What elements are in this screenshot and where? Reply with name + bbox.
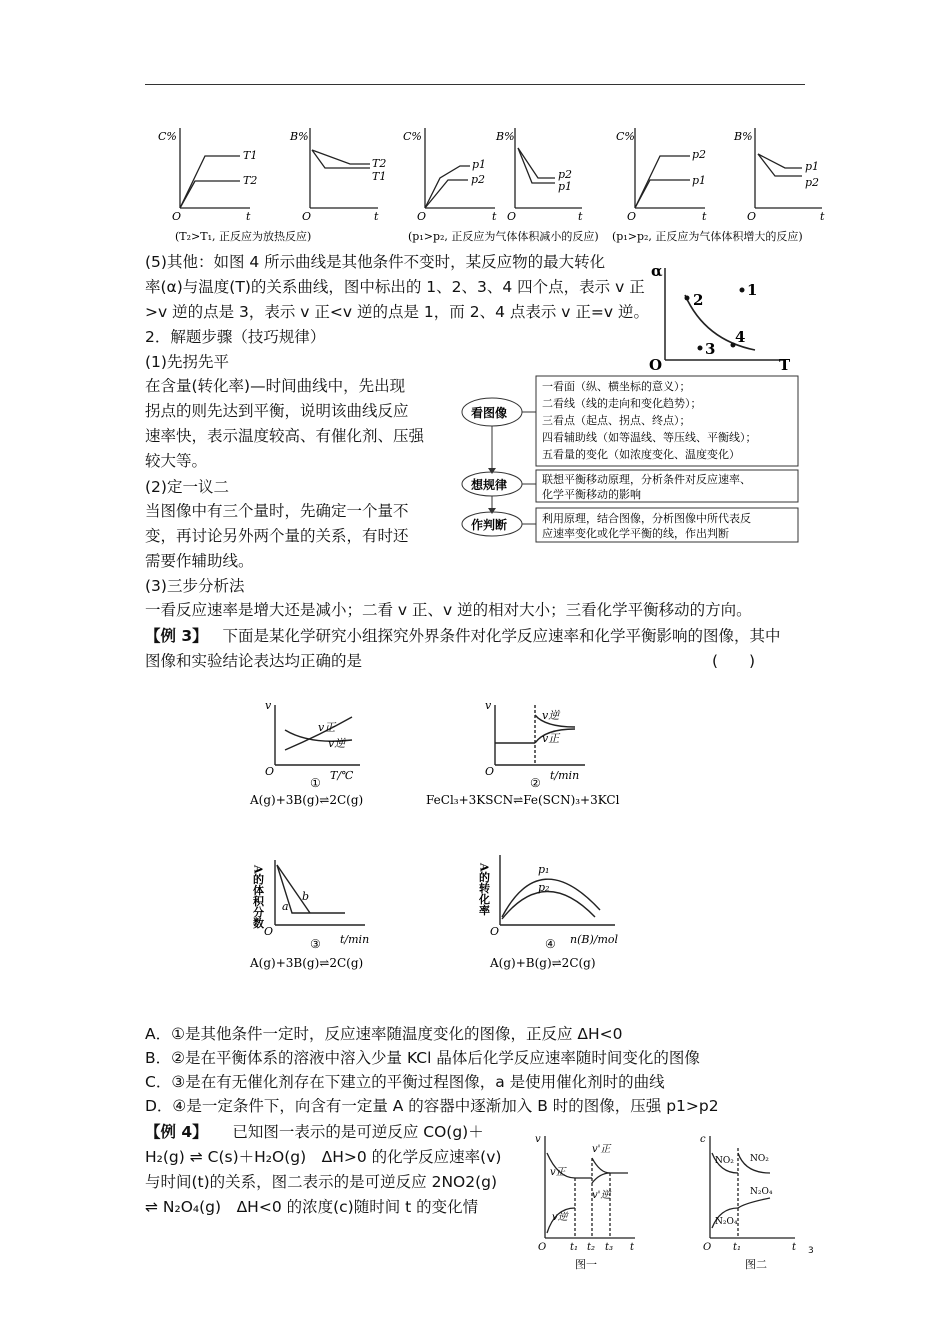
svg-text:T1: T1 — [243, 149, 258, 162]
top-figures — [150, 118, 830, 248]
svg-text:图二: 图二 — [745, 1258, 767, 1271]
example-3-figures — [230, 695, 700, 990]
para-5-line-1: (5)其他：如图 4 所示曲线是其他条件不变时，某反应物的最大转化 — [145, 253, 606, 271]
svg-text:t: t — [820, 210, 825, 223]
svg-text:(T₂>T₁, 正反应为放热反应): (T₂>T₁, 正反应为放热反应) — [175, 230, 312, 243]
svg-text:O: O — [490, 925, 500, 938]
svg-text:A(g)+B(g)⇌2C(g): A(g)+B(g)⇌2C(g) — [490, 956, 596, 970]
svg-text:①: ① — [310, 776, 321, 790]
svg-text:想规律: 想规律 — [471, 478, 508, 492]
svg-text:t/min: t/min — [550, 769, 580, 782]
example-4-line-4: ⇌ N₂O₄(g) ΔH<0 的浓度(c)随时间 t 的变化情 — [145, 1198, 479, 1216]
svg-text:O: O — [507, 210, 517, 223]
svg-text:v正: v正 — [542, 732, 560, 745]
svg-text:五看量的变化（如浓度变化、温度变化）: 五看量的变化（如浓度变化、温度变化） — [542, 448, 740, 461]
svg-text:N₂O₄: N₂O₄ — [715, 1217, 738, 1227]
svg-text:T1: T1 — [372, 170, 387, 183]
para-5-line-2: 率(α)与温度(T)的关系曲线，图中标出的 1、2、3、4 四个点，表示 v 正 — [145, 278, 645, 296]
svg-text:p2: p2 — [692, 148, 707, 161]
step-3-title: (3)三步分析法 — [145, 577, 245, 595]
svg-text:(p₁>p₂, 正反应为气体体积增大的反应): (p₁>p₂, 正反应为气体体积增大的反应) — [612, 230, 803, 243]
svg-text:B%: B% — [734, 130, 753, 143]
svg-text:t: t — [578, 210, 583, 223]
svg-text:O: O — [264, 925, 274, 938]
svg-text:v逆: v逆 — [552, 1212, 568, 1223]
svg-text:应速率变化或化学平衡的线，作出判断: 应速率变化或化学平衡的线，作出判断 — [542, 527, 729, 540]
svg-text:p2: p2 — [558, 168, 573, 181]
svg-text:化学平衡移动的影响: 化学平衡移动的影响 — [542, 488, 641, 501]
svg-text:p₁: p₁ — [538, 863, 550, 876]
svg-text:p1: p1 — [692, 174, 707, 187]
svg-text:三看点（起点、拐点、终点）；: 三看点（起点、拐点、终点）； — [542, 414, 691, 427]
svg-text:t: t — [374, 210, 379, 223]
svg-text:T/℃: T/℃ — [330, 769, 354, 782]
svg-text:v'逆: v'逆 — [592, 1190, 611, 1201]
svg-text:t: t — [702, 210, 707, 223]
svg-text:t₂: t₂ — [587, 1242, 596, 1253]
para-5-line-3: >v 逆的点是 3，表示 v 正<v 逆的点是 1，而 2、4 点表示 v 正=v 逆。 — [145, 303, 649, 321]
svg-text:二看线（线的走向和变化趋势）；: 二看线（线的走向和变化趋势）； — [542, 397, 702, 410]
svg-text:t₁: t₁ — [570, 1242, 579, 1253]
svg-text:t/min: t/min — [340, 933, 370, 946]
svg-text:联想平衡移动原理，分析条件对反应速率、: 联想平衡移动原理，分析条件对反应速率、 — [542, 473, 751, 486]
svg-text:NO₂: NO₂ — [715, 1156, 734, 1166]
svg-text:p₂: p₂ — [538, 881, 550, 894]
step-2-body: 当图像中有三个量时，先确定一个量不 变，再讨论另外两个量的关系，有时还 需要作辅助线。 — [145, 502, 409, 570]
svg-text:t: t — [246, 210, 251, 223]
svg-text:t₁: t₁ — [733, 1242, 742, 1253]
svg-text:n(B)/mol: n(B)/mol — [570, 933, 619, 946]
svg-text:O: O — [627, 210, 637, 223]
svg-text:利用原理，结合图像，分析图像中所代表反: 利用原理，结合图像，分析图像中所代表反 — [542, 512, 751, 525]
alpha-temperature-figure — [645, 260, 795, 370]
svg-text:4: 4 — [735, 328, 746, 346]
svg-text:O: O — [172, 210, 182, 223]
svg-text:O: O — [649, 356, 663, 370]
svg-text:v: v — [485, 699, 492, 712]
svg-text:t: t — [492, 210, 497, 223]
svg-text:O: O — [265, 765, 275, 778]
svg-text:O: O — [538, 1242, 547, 1253]
example-3-line-2: 图像和实验结论表达均正确的是 — [145, 652, 363, 670]
svg-text:A(g)+3B(g)⇌2C(g): A(g)+3B(g)⇌2C(g) — [250, 793, 364, 807]
svg-text:C%: C% — [158, 130, 177, 143]
option-b: B．②是在平衡体系的溶液中溶入少量 KCl 晶体后化学反应速率随时间变化的图像 — [145, 1049, 700, 1067]
option-a: A．①是其他条件一定时，反应速率随温度变化的图像，正反应 ΔH<0 — [145, 1025, 623, 1043]
svg-text:v: v — [265, 699, 272, 712]
svg-text:B%: B% — [290, 130, 309, 143]
svg-text:T2: T2 — [372, 157, 387, 170]
svg-text:α: α — [651, 262, 663, 280]
svg-text:C%: C% — [616, 130, 635, 143]
svg-text:v正: v正 — [318, 721, 336, 734]
svg-text:O: O — [703, 1242, 712, 1253]
header-rule — [145, 84, 805, 85]
svg-text:O: O — [302, 210, 312, 223]
svg-text:C%: C% — [403, 130, 422, 143]
svg-text:t₃: t₃ — [605, 1242, 614, 1253]
analysis-flowchart — [458, 370, 808, 545]
section-2-title: 2．解题步骤（技巧规律） — [145, 328, 326, 346]
example-4-line-3: 与时间(t)的关系，图二表示的是可逆反应 2NO2(g) — [145, 1173, 498, 1191]
page-number: 3 — [808, 1246, 814, 1256]
example-3-line-1: 【例 3】 下面是某化学研究小组探究外界条件对化学反应速率和化学平衡影响的图像，其中 — [145, 627, 781, 645]
svg-text:p2: p2 — [805, 176, 820, 189]
svg-text:NO₂: NO₂ — [750, 1154, 769, 1164]
svg-text:p2: p2 — [471, 173, 486, 186]
svg-text:T: T — [779, 356, 791, 370]
svg-text:1: 1 — [747, 281, 758, 299]
svg-text:v逆: v逆 — [542, 709, 560, 722]
svg-text:v'正: v'正 — [592, 1144, 611, 1155]
step-1-title: (1)先拐先平 — [145, 353, 229, 371]
svg-text:②: ② — [530, 776, 541, 790]
option-d: D．④是一定条件下，向含有一定量 A 的容器中逐渐加入 B 时的图像，压强 p1>p2 — [145, 1097, 719, 1115]
svg-text:3: 3 — [705, 340, 716, 358]
svg-text:O: O — [417, 210, 427, 223]
svg-text:图一: 图一 — [575, 1258, 597, 1271]
svg-text:一看面（纵、横坐标的意义）；: 一看面（纵、横坐标的意义）； — [542, 380, 691, 393]
svg-text:2: 2 — [693, 291, 704, 309]
svg-text:b: b — [302, 890, 310, 903]
svg-text:看图像: 看图像 — [471, 406, 508, 420]
svg-text:④: ④ — [545, 937, 556, 951]
answer-bracket: ( ) — [712, 652, 756, 670]
svg-text:A(g)+3B(g)⇌2C(g): A(g)+3B(g)⇌2C(g) — [250, 956, 364, 970]
svg-text:v: v — [535, 1134, 541, 1145]
svg-text:T2: T2 — [243, 174, 258, 187]
svg-text:(p₁>p₂, 正反应为气体体积减小的反应): (p₁>p₂, 正反应为气体体积减小的反应) — [408, 230, 599, 243]
svg-text:v正: v正 — [550, 1167, 566, 1178]
svg-text:t: t — [792, 1242, 797, 1253]
step-1-body: 在含量(转化率)—时间曲线中，先出现 拐点的则先达到平衡，说明该曲线反应 速率快，表示温度较高、有催化剂、压强 较大等。 — [145, 377, 425, 470]
svg-text:v逆: v逆 — [328, 737, 346, 750]
svg-text:③: ③ — [310, 937, 321, 951]
svg-text:t: t — [630, 1242, 635, 1253]
svg-text:B%: B% — [496, 130, 515, 143]
svg-text:p1: p1 — [805, 160, 820, 173]
svg-text:A的转化率: A的转化率 — [477, 863, 491, 916]
svg-text:p1: p1 — [472, 158, 487, 171]
step-2-title: (2)定一议二 — [145, 478, 229, 496]
svg-text:O: O — [485, 765, 495, 778]
svg-text:a: a — [282, 900, 289, 913]
svg-text:p1: p1 — [558, 180, 573, 193]
example-4-figures — [530, 1128, 810, 1273]
example-4-line-2: H₂(g) ⇌ C(s)＋H₂O(g) ΔH>0 的化学反应速率(v) — [145, 1148, 502, 1166]
step-3-body: 一看反应速率是增大还是减小；二看 v 正、v 逆的相对大小；三看化学平衡移动的方向。 — [145, 601, 752, 619]
svg-text:O: O — [747, 210, 757, 223]
svg-text:FeCl₃+3KSCN⇌Fe(SCN)₃+3KCl: FeCl₃+3KSCN⇌Fe(SCN)₃+3KCl — [426, 793, 620, 807]
svg-text:A的体积分数: A的体积分数 — [251, 865, 265, 929]
svg-text:作判断: 作判断 — [471, 518, 508, 532]
svg-text:四看辅助线（如等温线、等压线、平衡线）；: 四看辅助线（如等温线、等压线、平衡线）； — [542, 431, 757, 444]
example-4-line-1: 【例 4】 已知图一表示的是可逆反应 CO(g)＋ — [145, 1123, 484, 1141]
svg-text:N₂O₄: N₂O₄ — [750, 1187, 773, 1197]
option-c: C．③是在有无催化剂存在下建立的平衡过程图像，a 是使用催化剂时的曲线 — [145, 1073, 665, 1091]
svg-text:c: c — [700, 1134, 706, 1145]
